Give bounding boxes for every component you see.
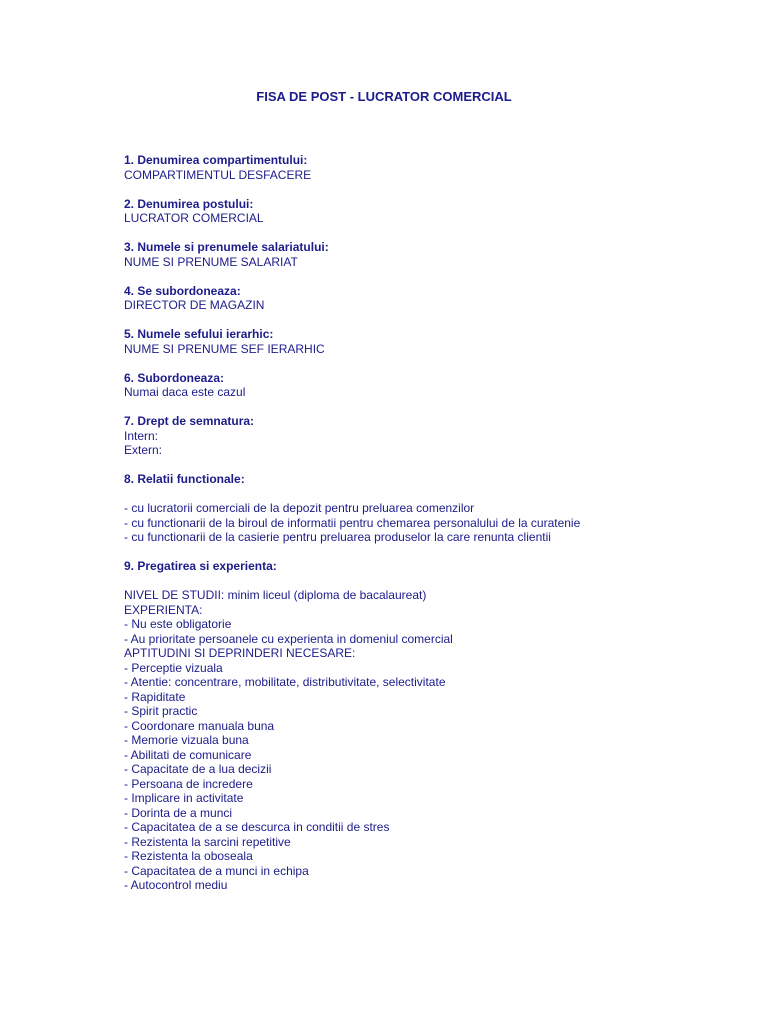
section-line: NUME SI PRENUME SALARIAT [124,254,298,269]
section-heading: 4. Se subordoneaza: [124,283,241,298]
section-line: - Nu este obligatorie [124,617,232,631]
section-heading: 1. Denumirea compartimentului: [124,153,308,167]
document-body [124,153,744,907]
section-line: - Capacitatea de a se descurca in conditii de stres [124,820,390,834]
section-line: - Atentie: concentrare, mobilitate, distributivitate, selectivitate [124,675,446,689]
section-line: Extern: [124,443,163,457]
section-subordoneaza [124,371,744,400]
document-title: FISA DE POST - LUCRATOR COMERCIAL [256,89,512,104]
section-line: - cu functionarii de la biroul de informatii pentru chemarea personalului de la curatenie [124,515,581,530]
section-line: - Dorinta de a munci [124,805,233,820]
section-post [124,197,744,226]
section-subordonare [124,284,744,313]
section-line: - Rezistenta la sarcini repetitive [124,834,291,849]
section-line: Intern: [124,428,159,443]
section-heading: 2. Denumirea postului: [124,196,254,211]
section-line: - Spirit practic [124,704,198,718]
section-line: Numai daca este cazul [124,385,246,399]
section-heading: 5. Numele sefului ierarhic: [124,327,274,341]
section-heading: 8. Relatii functionale: [124,472,245,486]
section-relatii [124,472,744,545]
section-line: DIRECTOR DE MAGAZIN [124,298,265,312]
section-heading: 9. Pregatirea si experienta: [124,559,277,573]
section-line: COMPARTIMENTUL DESFACERE [124,167,312,182]
section-line: - Coordonare manuala buna [124,718,275,733]
section-line: - Implicare in activitate [124,791,244,805]
section-line: - Au prioritate persoanele cu experienta in domeniul comercial [124,631,453,646]
section-line: - Rezistenta la oboseala [124,849,253,863]
section-pregatire [124,559,744,893]
section-line: - Perceptie vizuala [124,660,223,675]
section-heading: 6. Subordoneaza: [124,370,225,385]
section-line: - Abilitati de comunicare [124,747,252,762]
section-line: LUCRATOR COMERCIAL [124,211,264,225]
section-line: - cu functionarii de la casierie pentru preluarea produselor la care renunta clientii [124,530,551,544]
section-line: - Memorie vizuala buna [124,733,249,747]
section-line: - Autocontrol mediu [124,878,228,892]
section-semnatura [124,414,744,458]
section-line: - cu lucratorii comerciali de la depozit pentru preluarea comenzilor [124,501,475,515]
section-line: EXPERIENTA: [124,602,203,617]
section-line: APTITUDINI SI DEPRINDERI NECESARE: [124,646,356,660]
section-line: NIVEL DE STUDII: minim liceul (diploma de bacalaureat) [124,588,427,602]
section-salariat [124,240,744,269]
section-line: - Capacitatea de a munci in echipa [124,863,309,878]
section-heading: 7. Drept de semnatura: [124,414,255,428]
section-line: NUME SI PRENUME SEF IERARHIC [124,341,325,356]
section-compartiment [124,153,744,182]
section-line: - Rapiditate [124,689,186,704]
section-heading: 3. Numele si prenumele salariatului: [124,240,329,254]
section-sef-ierarhic [124,327,744,356]
section-line: - Persoana de incredere [124,776,253,791]
section-line: - Capacitate de a lua decizii [124,762,272,776]
